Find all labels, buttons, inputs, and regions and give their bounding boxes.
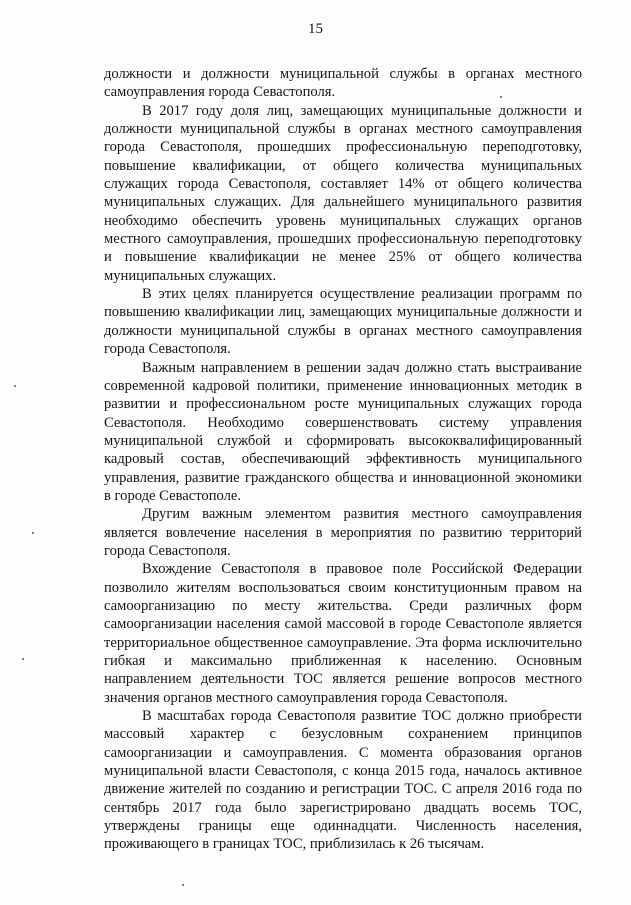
scan-speck: [32, 532, 34, 534]
scan-speck: [14, 385, 16, 387]
paragraph: Другим важным элементом развития местного самоуправления является вовлечение населения в мероприятия по развитию территорий города Севастополя.: [104, 506, 582, 559]
paragraph: В этих целях планируется осуществление реализации программ по повышению квалификации лиц, замещающих муниципальные должности и должности муниципальной службы в органах местного самоуправления города Севастополя.: [104, 286, 582, 358]
document-body: [104, 65, 582, 854]
paragraph: Важным направлением в решении задач должно стать выстраивание современной кадровой политики, применение инновационных методик в развитии и профессиональном росте муниципальных служащих города Севастополя. Необходимо совершенствовать систему управления муниципальной службой и сформировать высококвалифицированный кадровый состав, обеспечивающий эффективность муниципального управления, развитие гражданского общества и инновационной экономики в городе Севастополе.: [104, 359, 582, 504]
paragraph: Вхождение Севастополя в правовое поле Российской Федерации позволило жителям воспользоваться своим конституционным правом на самоорганизацию по месту жительства. Среди различных форм самоорганизации населения самой массовой в городе Севастополе является территориальное общественное самоуправление. Эта форма исключительно гибкая и максимально приближенная к населению. Основным направлением деятельности ТОС является решение вопросов местного значения органов местного самоуправления города Севастополя.: [104, 561, 582, 706]
paragraph: должности и должности муниципальной службы в органах местного самоуправления города Севастополя.: [104, 66, 582, 101]
paragraph: В 2017 году доля лиц, замещающих муниципальные должности и должности муниципальной службы в органах местного самоуправления города Севастополя, прошедших профессиональную переподготовку, повышение квалификации, от общего количества муниципальных служащих города Севастополя, составляет 14% от общего количества муниципальных служащих. Для дальнейшего муниципального развития необходимо обеспечить уровень муниципальных служащих органов местного самоуправления, прошедших профессиональную переподготовку и повышение квалификации не менее 25% от общего количества муниципальных служащих.: [104, 102, 582, 284]
scan-speck: [500, 96, 502, 98]
paragraph: В масштабах города Севастополя развитие ТОС должно приобрести массовый характер с безусловным сохранением принципов самоорганизации и самоуправления. С момента образования органов муниципальной власти Севастополя, с конца 2015 года, началось активное движение жителей по созданию и регистрации ТОС. С апреля 2016 года по сентябрь 2017 года было зарегистрировано двадцать восемь ТОС, утверждены границы еще одиннадцати. Численность населения, проживающего в границах ТОС, приблизилась к 26 тысячам.: [104, 708, 582, 853]
page-number: 15: [308, 21, 323, 37]
scan-speck: [22, 658, 24, 660]
scan-speck: [182, 884, 184, 886]
